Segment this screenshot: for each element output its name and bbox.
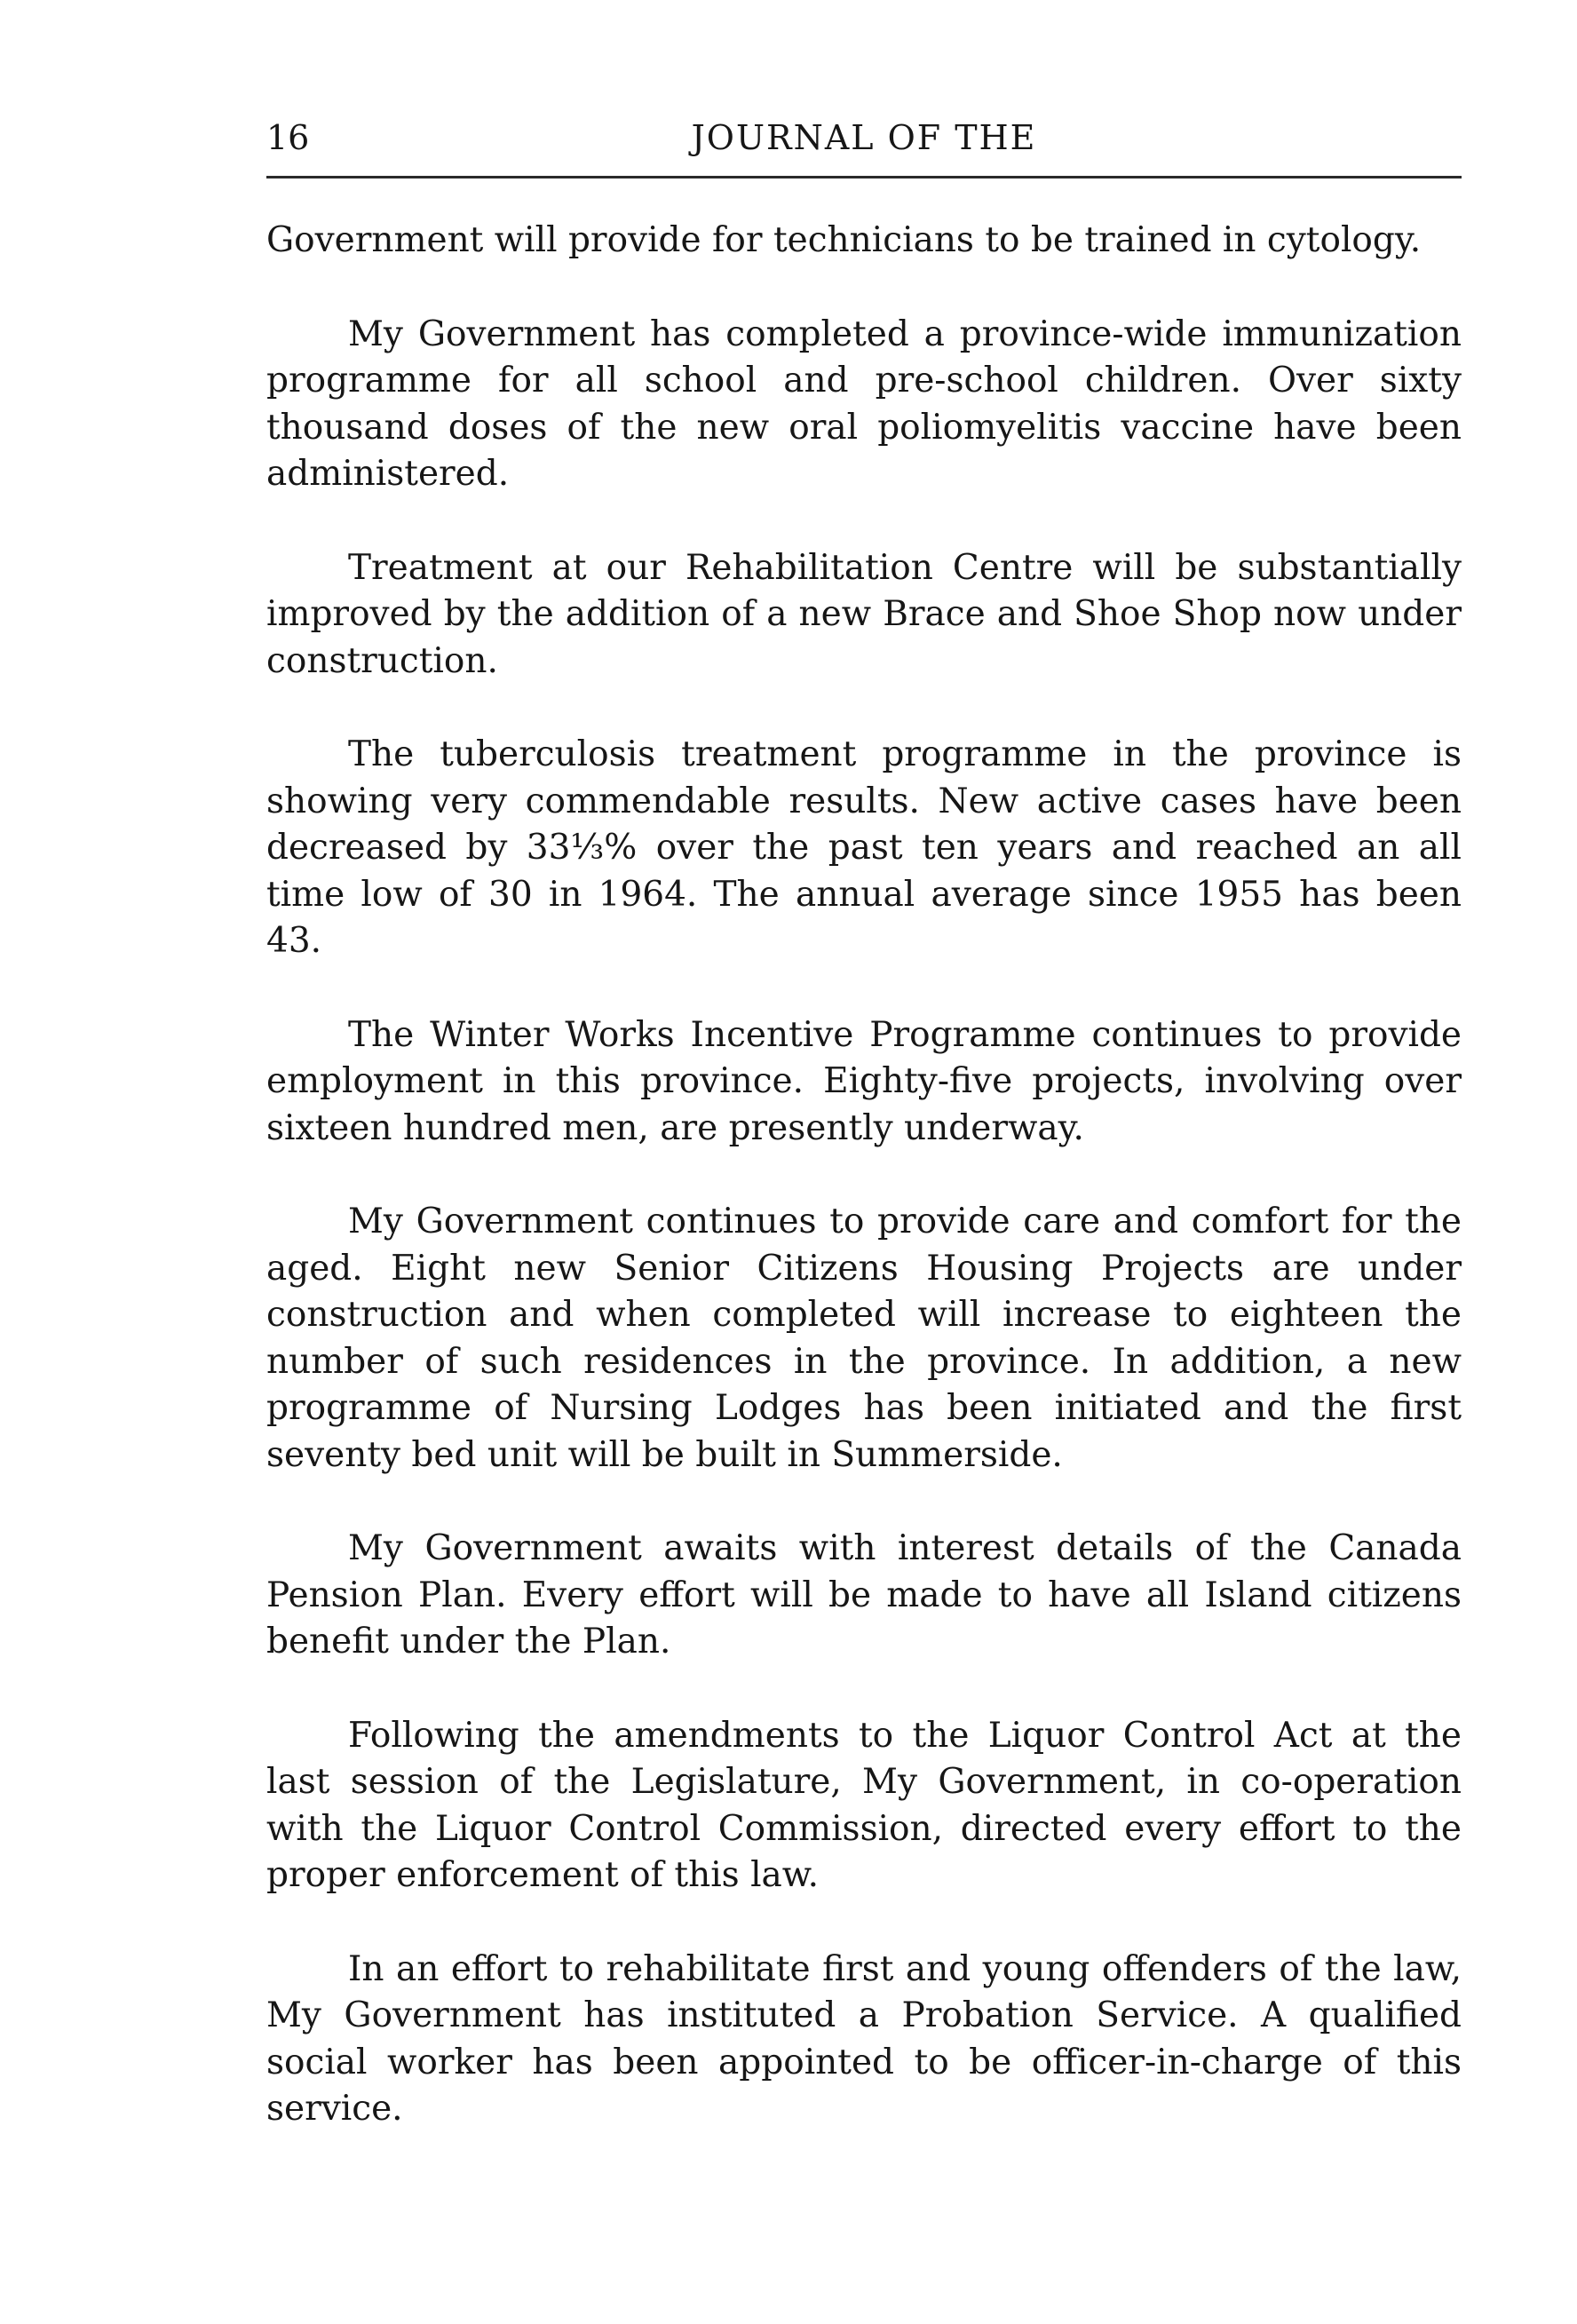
paragraph-immunization: My Government has completed a province-wide immunization programme for all school and pre-school children. Over sixty thousand doses of the new oral poliomyelitis vaccine have been administered.: [266, 313, 1462, 494]
body-text: [266, 218, 1462, 2180]
running-head: [266, 111, 1462, 164]
paragraph-probation-service: In an effort to rehabilitate first and young offenders of the law, My Government has instituted a Probation Service. A qualified social worker has been appointed to be officer-in-charge of this service.: [266, 1948, 1462, 2129]
header-rule: [266, 176, 1462, 178]
paragraph-liquor-control: Following the amendments to the Liquor Control Act at the last session of the Legislature, My Government, in co-operation with the Liquor Control Commission, directed every effort to the proper enforcement of this law.: [266, 1715, 1462, 1895]
paragraph-senior-citizens: My Government continues to provide care and comfort for the aged. Eight new Senior Citizens Housing Projects are under construction and when completed will increase to eighteen the number of such residences in the province. In addition, a new programme of Nursing Lodges has been initiated and the first seventy bed unit will be built in Summerside.: [266, 1202, 1462, 1475]
paragraph-pension-plan: My Government awaits with interest details of the Canada Pension Plan. Every effort will be made to have all Island citizens benefit under the Plan.: [266, 1528, 1462, 1662]
journal-title: JOURNAL OF THE: [691, 118, 1037, 157]
paragraph-cytology: Government will provide for technicians to be trained in cytology.: [266, 220, 1422, 260]
paragraph-tuberculosis: The tuberculosis treatment programme in the province is showing very commendable results. New active cases have been decreased by 33⅓% over the past ten years and reached an all time low of 30 in 1964. The annual average since 1955 has been 43.: [266, 734, 1462, 961]
paragraph-rehabilitation-centre: Treatment at our Rehabilitation Centre will be substantially improved by the addition of a new Brace and Shoe Shop now under construction.: [266, 547, 1462, 681]
page-number: 16: [266, 118, 310, 157]
paragraph-winter-works: The Winter Works Incentive Programme continues to provide employment in this province. Eighty-five projects, involving over sixteen hundred men, are presently underway.: [266, 1014, 1462, 1148]
